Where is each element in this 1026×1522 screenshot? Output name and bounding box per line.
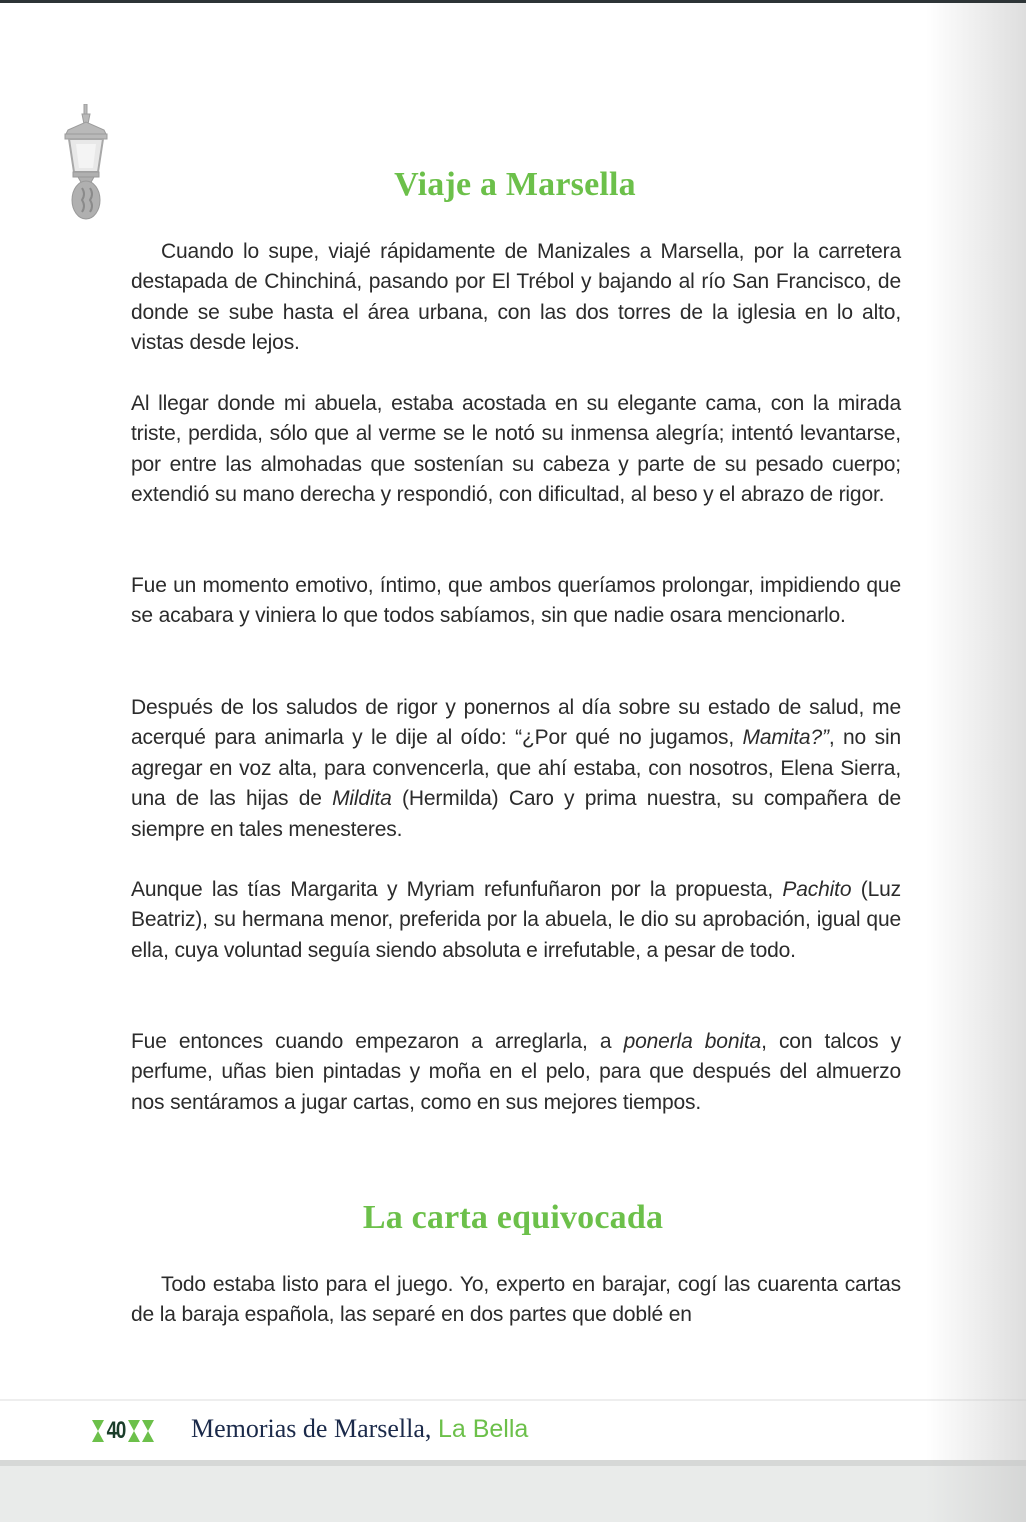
page-number: 40 [106, 1417, 126, 1444]
text-run: Fue un momento emotivo, íntimo, que ambos queríamos prolongar, impidiendo que se acabara y viniera lo que todos sabíamos, sin que nadie osara mencionarlo. [131, 574, 901, 628]
paragraph [131, 693, 901, 845]
text-run: Cuando lo supe, viajé rápidamente de Manizales a Marsella, por la carretera destapada de Chinchiná, pasando por El Trébol y bajando al río San Francisco, de donde se sube hasta el área urbana, con las dos torres de la iglesia en lo alto, vistas desde lejos. [131, 240, 901, 355]
top-edge-bar [0, 0, 1026, 3]
text-run: Al llegar donde mi abuela, estaba acostada en su elegante cama, con la mirada triste, perdida, sólo que al verme se le notó su inmensa alegría; intentó levantarse, por entre las almohadas que sostenían su cabeza y parte de su pesado cuerpo; extendió su mano derecha y respondió, con dificultad, al beso y el abrazo de rigor. [131, 392, 901, 507]
text-run: Después de los saludos de rigor y ponernos al día sobre su estado de salud, me acerqué para animarla y le dije al oído: “¿Por qué no jugamos, [131, 696, 901, 750]
page-margin-background [0, 1466, 1026, 1522]
page-curl-shadow [926, 3, 1026, 1522]
italic-text: Pachito [782, 878, 852, 901]
text-run: Todo estaba listo para el juego. Yo, experto en barajar, cogí las cuarenta cartas de la baraja española, las separé en dos partes que doblé en [131, 1273, 901, 1327]
text-run: , con talcos y perfume, uñas bien pintadas y moña en el pelo, para que después del almuerzo nos sentáramos a jugar cartas, como en sus mejores tiempos. [131, 1030, 901, 1114]
running-book-title [191, 1414, 528, 1444]
wall-lantern-icon [60, 104, 112, 222]
section-title: La carta equivocada [362, 1199, 664, 1236]
paragraph [131, 1027, 901, 1118]
paragraph [131, 237, 901, 359]
book-subtitle: La Bella [437, 1415, 529, 1443]
hourglass-ornament-icon [142, 1420, 154, 1442]
hourglass-ornament-icon [128, 1420, 140, 1442]
italic-text: Mamita?” [742, 726, 829, 750]
page-number-block [92, 1418, 154, 1444]
paragraph [131, 389, 901, 511]
paragraph [131, 875, 901, 966]
paragraph [131, 1270, 901, 1331]
text-run: (Luz Beatriz), su hermana menor, preferida por la abuela, le dio su aprobación, igual que ella, cuya voluntad seguía siendo absoluta e irrefutable, a pesar de todo. [131, 878, 901, 962]
book-title: Memorias de Marsella, [191, 1414, 432, 1443]
hourglass-ornament-icon [92, 1420, 104, 1442]
text-run: , no sin agregar en voz alta, para convencerla, que ahí estaba, con nosotros, Elena Sierra, una de las hijas de [131, 726, 901, 811]
italic-text: ponerla bonita [623, 1030, 762, 1053]
paragraph [131, 571, 901, 632]
italic-text: Mildita [332, 787, 392, 811]
text-run: Aunque las tías Margarita y Myriam refunfuñaron por la propuesta, [131, 878, 783, 901]
section-title: Viaje a Marsella [394, 166, 636, 203]
text-run: (Hermilda) Caro y prima nuestra, su compañera de siempre en tales menesteres. [131, 787, 901, 841]
text-run: Fue entonces cuando empezaron a arreglarla, a [131, 1030, 624, 1053]
